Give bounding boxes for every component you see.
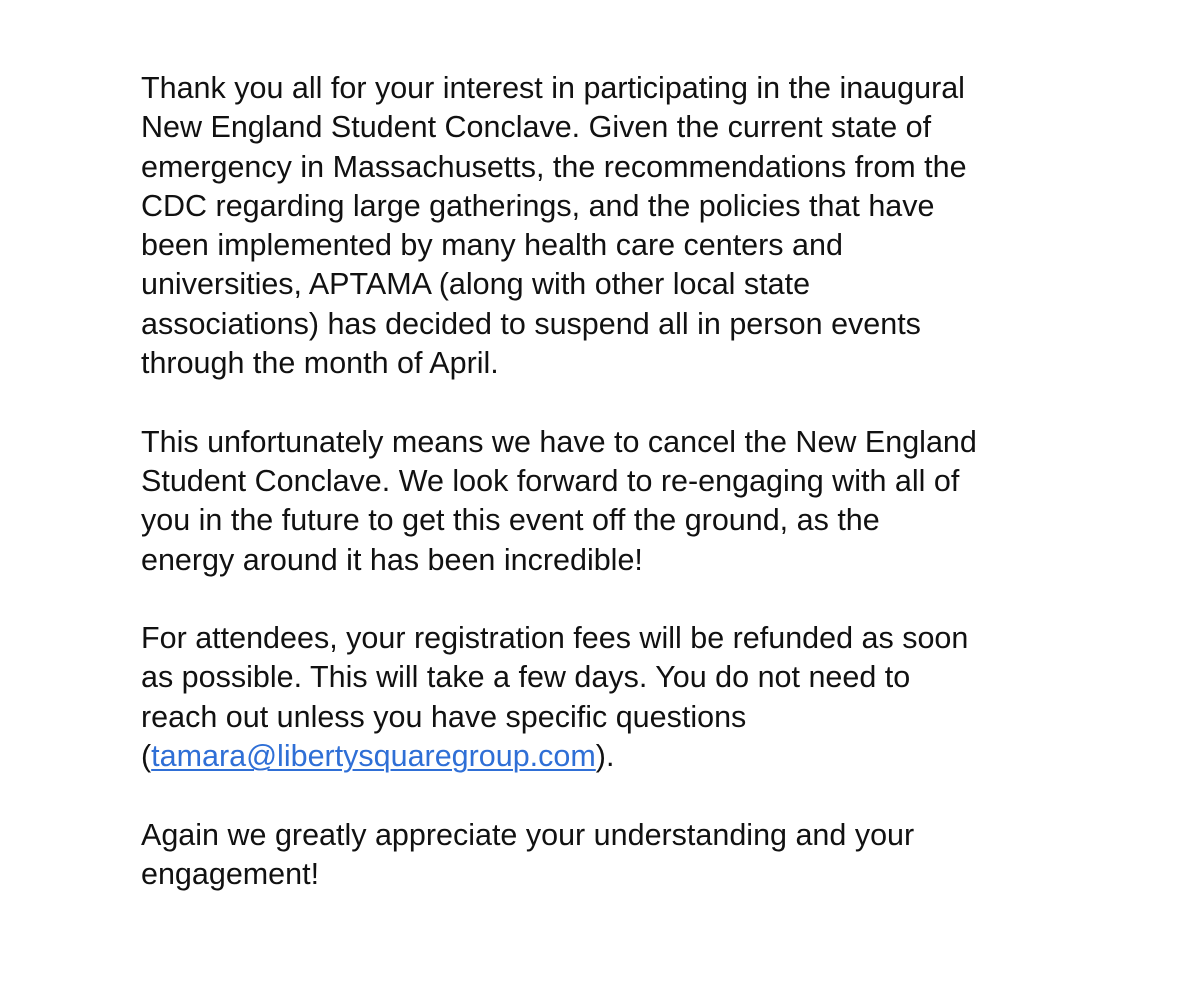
paragraph-refunds bbox=[141, 619, 1071, 776]
text-line: as possible. This will take a few days. You do not need to bbox=[141, 660, 911, 695]
text-line: This unfortunately means we have to cancel the New England bbox=[141, 424, 977, 459]
text-line: CDC regarding large gatherings, and the policies that have bbox=[141, 188, 935, 223]
text-line: Again we greatly appreciate your understanding and your bbox=[141, 817, 915, 852]
text-line: New England Student Conclave. Given the current state of bbox=[141, 110, 932, 145]
text-line: Thank you all for your interest in participating in the inaugural bbox=[141, 71, 965, 105]
text-line: emergency in Massachusetts, the recommendations from the bbox=[141, 149, 967, 184]
email-close-paren: ). bbox=[595, 739, 615, 774]
text-line: associations) has decided to suspend all in person events bbox=[141, 306, 921, 341]
text-line: engagement! bbox=[141, 856, 320, 891]
text-line: reach out unless you have specific questions bbox=[141, 699, 747, 734]
text-line: universities, APTAMA (along with other local state bbox=[141, 267, 811, 302]
text-line: Student Conclave. We look forward to re-engaging with all of bbox=[141, 463, 960, 498]
email-line bbox=[141, 737, 1071, 776]
text-line: you in the future to get this event off the ground, as the bbox=[141, 503, 880, 538]
paragraph-intro bbox=[141, 69, 1071, 383]
text-line: been implemented by many health care centers and bbox=[141, 228, 843, 263]
text-line: energy around it has been incredible! bbox=[141, 542, 643, 577]
contact-email-link[interactable]: tamara@libertysquaregroup.com bbox=[151, 739, 596, 774]
email-open-paren: ( bbox=[141, 739, 152, 774]
paragraph-closing bbox=[141, 816, 1071, 895]
document-body bbox=[141, 69, 1071, 894]
text-line: through the month of April. bbox=[141, 346, 499, 381]
paragraph-cancellation bbox=[141, 423, 1071, 580]
text-line: For attendees, your registration fees will be refunded as soon bbox=[141, 621, 969, 656]
